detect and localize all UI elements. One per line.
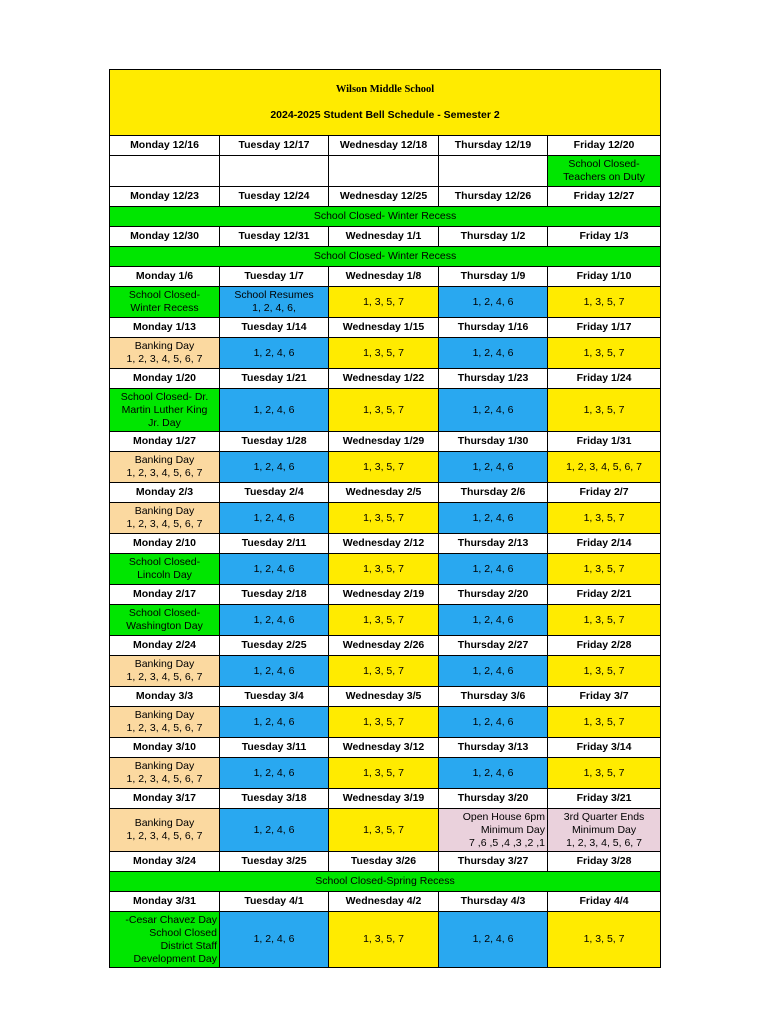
schedule-cell: 1, 3, 5, 7: [548, 707, 661, 738]
schedule-cell: 1, 3, 5, 7: [329, 656, 439, 687]
date-header-cell: Wednesday 3/12: [329, 738, 439, 758]
date-header-cell: Wednesday 2/5: [329, 483, 439, 503]
schedule-cell: School Closed- Washington Day: [110, 605, 220, 636]
schedule-cell: 1, 2, 4, 6: [220, 912, 329, 968]
date-header-cell: Monday 12/16: [110, 136, 220, 156]
schedule-cell: 1, 2, 4, 6: [220, 656, 329, 687]
schedule-row: [110, 605, 661, 636]
date-header-cell: Tuesday 2/4: [220, 483, 329, 503]
date-header-cell: Tuesday 1/21: [220, 369, 329, 389]
date-header-cell: Thursday 3/13: [439, 738, 548, 758]
schedule-cell: School Closed- Lincoln Day: [110, 554, 220, 585]
date-header-cell: Monday 3/17: [110, 789, 220, 809]
date-header-cell: Wednesday 12/25: [329, 187, 439, 207]
date-header-row: [110, 227, 661, 247]
date-header-cell: Thursday 4/3: [439, 892, 548, 912]
date-header-cell: Wednesday 1/22: [329, 369, 439, 389]
schedule-cell: 1, 2, 4, 6: [220, 758, 329, 789]
schedule-row: [110, 707, 661, 738]
date-header-cell: Thursday 2/13: [439, 534, 548, 554]
date-header-cell: Tuesday 1/7: [220, 267, 329, 287]
date-header-cell: Monday 1/27: [110, 432, 220, 452]
date-header-row: [110, 432, 661, 452]
closure-banner: School Closed-Spring Recess: [110, 872, 661, 892]
date-header-cell: Thursday 2/6: [439, 483, 548, 503]
closure-banner-row: [110, 207, 661, 227]
date-header-cell: Tuesday 12/24: [220, 187, 329, 207]
schedule-row: [110, 338, 661, 369]
schedule-subtitle: 2024-2025 Student Bell Schedule - Semester 2: [270, 109, 500, 121]
schedule-cell: Open House 6pm Minimum Day 1, 2, 3, 4, 5, 6, 7: [439, 809, 548, 852]
date-header-cell: Monday 3/10: [110, 738, 220, 758]
date-header-cell: Friday 2/7: [548, 483, 661, 503]
schedule-cell: 1, 3, 5, 7: [548, 656, 661, 687]
date-header-row: [110, 687, 661, 707]
date-header-cell: Thursday 2/27: [439, 636, 548, 656]
schedule-cell: [329, 156, 439, 187]
schedule-row: [110, 503, 661, 534]
schedule-cell: 1, 3, 5, 7: [548, 554, 661, 585]
date-header-cell: Monday 2/10: [110, 534, 220, 554]
date-header-cell: Thursday 1/16: [439, 318, 548, 338]
schedule-cell: 1, 2, 4, 6: [220, 452, 329, 483]
schedule-title: [110, 70, 661, 136]
schedule-cell: 1, 2, 4, 6: [439, 503, 548, 534]
date-header-cell: Tuesday 2/11: [220, 534, 329, 554]
date-header-cell: Wednesday 2/26: [329, 636, 439, 656]
bell-schedule-table: [109, 69, 661, 968]
date-header-cell: Wednesday 1/8: [329, 267, 439, 287]
title-row: [110, 70, 661, 136]
schedule-cell: 1, 3, 5, 7: [329, 605, 439, 636]
date-header-cell: Monday 1/13: [110, 318, 220, 338]
date-header-cell: Tuesday 3/26: [329, 852, 439, 872]
schedule-cell: 1, 3, 5, 7: [548, 605, 661, 636]
schedule-cell: 1, 2, 4, 6: [439, 656, 548, 687]
date-header-cell: Friday 12/27: [548, 187, 661, 207]
date-header-cell: Monday 12/30: [110, 227, 220, 247]
closure-banner-row: [110, 247, 661, 267]
date-header-cell: Friday 2/14: [548, 534, 661, 554]
date-header-cell: Wednesday 1/29: [329, 432, 439, 452]
date-header-cell: Tuesday 2/18: [220, 585, 329, 605]
date-header-cell: Tuesday 3/25: [220, 852, 329, 872]
date-header-cell: Wednesday 12/18: [329, 136, 439, 156]
date-header-row: [110, 852, 661, 872]
date-header-cell: Friday 1/10: [548, 267, 661, 287]
schedule-cell: School Resumes 1, 2, 4, 6,: [220, 287, 329, 318]
schedule-cell: 1, 3, 5, 7: [329, 809, 439, 852]
school-name: Wilson Middle School: [335, 84, 435, 95]
schedule-row: [110, 656, 661, 687]
schedule-cell: 1, 2, 4, 6: [439, 605, 548, 636]
date-header-cell: Thursday 2/20: [439, 585, 548, 605]
date-header-cell: Thursday 1/30: [439, 432, 548, 452]
schedule-cell: 1, 2, 4, 6: [439, 758, 548, 789]
schedule-cell: 1, 3, 5, 7: [329, 389, 439, 432]
date-header-cell: Friday 3/7: [548, 687, 661, 707]
date-header-row: [110, 738, 661, 758]
date-header-cell: Friday 3/14: [548, 738, 661, 758]
schedule-cell: 1, 2, 4, 6: [220, 707, 329, 738]
schedule-cell: School Closed- Dr. Martin Luther King Jr. Day: [110, 389, 220, 432]
date-header-cell: Wednesday 4/2: [329, 892, 439, 912]
date-header-cell: Friday 12/20: [548, 136, 661, 156]
date-header-cell: Wednesday 3/19: [329, 789, 439, 809]
schedule-cell: 1, 2, 4, 6: [439, 707, 548, 738]
schedule-cell: School Closed- Teachers on Duty: [548, 156, 661, 187]
schedule-cell: School Closed- Winter Recess: [110, 287, 220, 318]
schedule-cell: [110, 156, 220, 187]
date-header-cell: Monday 3/3: [110, 687, 220, 707]
date-header-cell: Tuesday 3/18: [220, 789, 329, 809]
date-header-row: [110, 369, 661, 389]
schedule-cell: 1, 3, 5, 7: [548, 287, 661, 318]
closure-banner-row: [110, 872, 661, 892]
date-header-cell: Thursday 3/20: [439, 789, 548, 809]
schedule-cell: 1, 3, 5, 7: [329, 758, 439, 789]
schedule-cell: 1, 2, 4, 6: [439, 912, 548, 968]
schedule-cell: [439, 156, 548, 187]
date-header-row: [110, 636, 661, 656]
date-header-cell: Tuesday 3/4: [220, 687, 329, 707]
date-header-cell: Thursday 3/27: [439, 852, 548, 872]
date-header-cell: Monday 12/23: [110, 187, 220, 207]
date-header-cell: Monday 3/31: [110, 892, 220, 912]
schedule-cell: 1, 3, 5, 7: [548, 758, 661, 789]
schedule-cell: Banking Day 1, 2, 3, 4, 5, 6, 7: [110, 656, 220, 687]
schedule-cell: 1, 3, 5, 7: [329, 912, 439, 968]
date-header-cell: Friday 1/24: [548, 369, 661, 389]
schedule-cell: Cesar Chavez Day- School Closed District Staff Development Day: [110, 912, 220, 968]
schedule-cell: 1, 3, 5, 7: [329, 503, 439, 534]
schedule-cell: 3rd Quarter Ends Minimum Day 1, 2, 3, 4, 5, 6, 7: [548, 809, 661, 852]
date-header-cell: Friday 1/31: [548, 432, 661, 452]
schedule-cell: Banking Day 1, 2, 3, 4, 5, 6, 7: [110, 338, 220, 369]
schedule-cell: 1, 2, 4, 6: [439, 452, 548, 483]
date-header-cell: Monday 1/20: [110, 369, 220, 389]
date-header-cell: Friday 3/21: [548, 789, 661, 809]
schedule-body: [110, 70, 661, 968]
date-header-row: [110, 483, 661, 503]
schedule-cell: 1, 2, 4, 6: [220, 338, 329, 369]
schedule-cell: 1, 3, 5, 7: [548, 389, 661, 432]
closure-banner: School Closed- Winter Recess: [110, 247, 661, 267]
date-header-cell: Tuesday 3/11: [220, 738, 329, 758]
schedule-row: [110, 809, 661, 852]
schedule-cell: 1, 2, 4, 6: [220, 605, 329, 636]
date-header-cell: Tuesday 2/25: [220, 636, 329, 656]
date-header-cell: Friday 1/17: [548, 318, 661, 338]
date-header-cell: Tuesday 1/14: [220, 318, 329, 338]
schedule-row: [110, 287, 661, 318]
date-header-cell: Tuesday 4/1: [220, 892, 329, 912]
schedule-cell: 1, 2, 4, 6: [439, 389, 548, 432]
date-header-cell: Monday 2/17: [110, 585, 220, 605]
date-header-cell: Tuesday 12/31: [220, 227, 329, 247]
date-header-cell: Friday 2/28: [548, 636, 661, 656]
date-header-row: [110, 136, 661, 156]
schedule-row: [110, 758, 661, 789]
date-header-cell: Friday 1/3: [548, 227, 661, 247]
schedule-cell: 1, 3, 5, 7: [329, 452, 439, 483]
schedule-cell: 1, 3, 5, 7: [329, 338, 439, 369]
schedule-cell: [220, 156, 329, 187]
date-header-cell: Wednesday 3/5: [329, 687, 439, 707]
date-header-row: [110, 318, 661, 338]
schedule-cell: Banking Day 1, 2, 3, 4, 5, 6, 7: [110, 503, 220, 534]
date-header-cell: Friday 2/21: [548, 585, 661, 605]
date-header-row: [110, 585, 661, 605]
date-header-row: [110, 267, 661, 287]
schedule-cell: 1, 3, 5, 7: [329, 554, 439, 585]
schedule-row: [110, 389, 661, 432]
date-header-cell: Thursday 12/26: [439, 187, 548, 207]
schedule-cell: 1, 2, 4, 6: [220, 389, 329, 432]
schedule-cell: 1, 3, 5, 7: [548, 338, 661, 369]
date-header-cell: Thursday 1/9: [439, 267, 548, 287]
date-header-cell: Thursday 3/6: [439, 687, 548, 707]
schedule-cell: 1, 2, 4, 6: [439, 338, 548, 369]
schedule-cell: 1, 2, 4, 6: [220, 809, 329, 852]
schedule-cell: Banking Day 1, 2, 3, 4, 5, 6, 7: [110, 707, 220, 738]
date-header-cell: Wednesday 1/15: [329, 318, 439, 338]
date-header-row: [110, 892, 661, 912]
closure-banner: School Closed- Winter Recess: [110, 207, 661, 227]
date-header-row: [110, 789, 661, 809]
schedule-row: [110, 156, 661, 187]
date-header-cell: Friday 3/28: [548, 852, 661, 872]
schedule-cell: Banking Day 1, 2, 3, 4, 5, 6, 7: [110, 452, 220, 483]
schedule-cell: Banking Day 1, 2, 3, 4, 5, 6, 7: [110, 758, 220, 789]
date-header-cell: Monday 3/24: [110, 852, 220, 872]
date-header-cell: Monday 1/6: [110, 267, 220, 287]
date-header-cell: Friday 4/4: [548, 892, 661, 912]
schedule-cell: 1, 3, 5, 7: [329, 707, 439, 738]
date-header-cell: Thursday 1/23: [439, 369, 548, 389]
schedule-cell: 1, 2, 4, 6: [439, 287, 548, 318]
schedule-row: [110, 452, 661, 483]
date-header-cell: Tuesday 12/17: [220, 136, 329, 156]
schedule-cell: 1, 3, 5, 7: [548, 503, 661, 534]
date-header-cell: Wednesday 2/19: [329, 585, 439, 605]
date-header-row: [110, 534, 661, 554]
schedule-cell: 1, 2, 4, 6: [439, 554, 548, 585]
schedule-row: [110, 554, 661, 585]
schedule-cell: 1, 2, 3, 4, 5, 6, 7: [548, 452, 661, 483]
schedule-row: [110, 912, 661, 968]
schedule-cell: 1, 3, 5, 7: [548, 912, 661, 968]
date-header-cell: Thursday 1/2: [439, 227, 548, 247]
schedule-cell: 1, 2, 4, 6: [220, 503, 329, 534]
schedule-cell: 1, 3, 5, 7: [329, 287, 439, 318]
date-header-cell: Monday 2/3: [110, 483, 220, 503]
date-header-cell: Wednesday 2/12: [329, 534, 439, 554]
schedule-cell: 1, 2, 4, 6: [220, 554, 329, 585]
date-header-cell: Monday 2/24: [110, 636, 220, 656]
date-header-cell: Tuesday 1/28: [220, 432, 329, 452]
date-header-cell: Thursday 12/19: [439, 136, 548, 156]
date-header-row: [110, 187, 661, 207]
date-header-cell: Wednesday 1/1: [329, 227, 439, 247]
schedule-cell: Banking Day 1, 2, 3, 4, 5, 6, 7: [110, 809, 220, 852]
